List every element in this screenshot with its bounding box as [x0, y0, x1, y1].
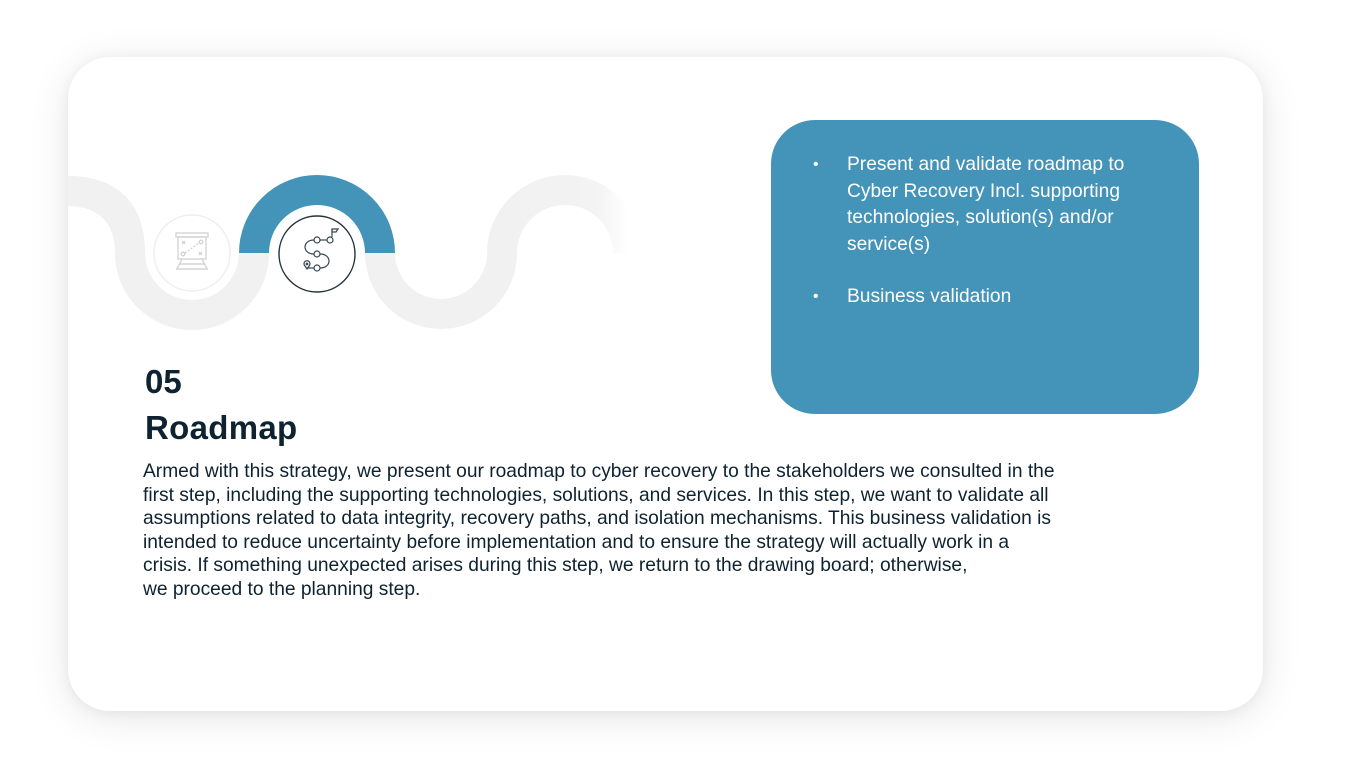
info-bullet-label: Present and validate roadmap to Cyber Recovery Incl. supporting technologies, solution(s) and/or service(s)	[847, 154, 1125, 255]
description-line: crisis. If something unexpected arises during this step, we return to the drawing board; otherwise,	[143, 555, 968, 577]
bullet-icon: •	[813, 156, 819, 173]
step-title: Roadmap	[145, 409, 298, 446]
description-line: assumptions related to data integrity, recovery paths, and isolation mechanisms. This business validation is	[143, 508, 1051, 530]
description-line: we proceed to the planning step.	[143, 578, 421, 600]
description-line: intended to reduce uncertainty before implementation and to ensure the strategy will actually work in a	[143, 531, 1010, 553]
step-info-panel	[771, 120, 1199, 414]
route-path-icon	[279, 216, 355, 292]
info-bullet-list	[813, 152, 1179, 311]
step-number: 05	[145, 363, 182, 400]
wave-segment-4	[502, 190, 628, 253]
step-card	[68, 57, 1263, 711]
description-line: first step, including the supporting technologies, solutions, and services. In this step, we want to validate all	[143, 484, 1049, 506]
info-bullet-item	[813, 152, 1179, 258]
step-description	[143, 460, 1203, 602]
bullet-icon: •	[813, 288, 819, 305]
description-line: Armed with this strategy, we present our roadmap to cyber recovery to the stakeholders we consulted in the	[143, 461, 1055, 482]
strategy-board-icon	[154, 215, 230, 291]
wave-segment-3	[380, 253, 502, 314]
info-bullet-item	[813, 284, 1179, 311]
info-bullet-label: Business validation	[847, 286, 1012, 307]
